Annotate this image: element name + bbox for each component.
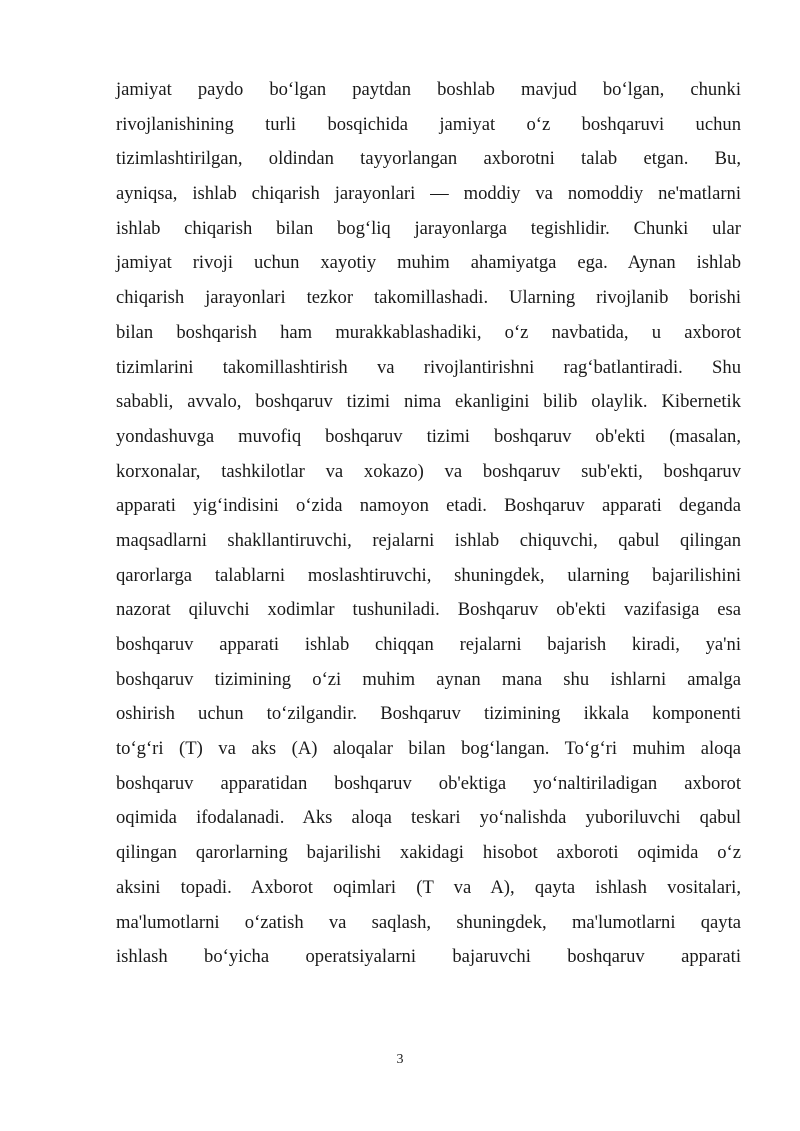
page-number: 3 <box>396 1052 404 1067</box>
text-line: ayniqsa, ishlab chiqarish jarayonlari — moddiy va nomoddiy ne'matlarni <box>116 183 741 205</box>
text-line: bilan boshqarish ham murakkablashadiki, o‘z navbatida, u axborot <box>116 321 741 343</box>
text-line: chiqarish jarayonlari tezkor takomillashadi. Ularning rivojlanib borishi <box>116 287 741 309</box>
text-line: qilingan qarorlarning bajarilishi xakidagi hisobot axboroti oqimida o‘z <box>116 842 741 864</box>
text-line: apparati yig‘indisini o‘zida namoyon etadi. Boshqaruv apparati deganda <box>116 495 741 517</box>
text-line: ishlash bo‘yicha operatsiyalarni bajaruvchi boshqaruv apparati <box>116 946 741 968</box>
text-line: ishlab chiqarish bilan bog‘liq jarayonlarga tegishlidir. Chunki ular <box>116 217 741 239</box>
text-line: maqsadlarni shakllantiruvchi, rejalarni ishlab chiquvchi, qabul qilingan <box>116 529 741 551</box>
text-line: to‘g‘ri (T) va aks (A) aloqalar bilan bog‘langan. To‘g‘ri muhim aloqa <box>116 738 741 760</box>
text-line: nazorat qiluvchi xodimlar tushuniladi. Boshqaruv ob'ekti vazifasiga esa <box>116 599 741 621</box>
text-line: aksini topadi. Axborot oqimlari (T va A), qayta ishlash vositalari, <box>116 876 741 898</box>
text-line: oshirish uchun to‘zilgandir. Boshqaruv tizimining ikkala komponenti <box>116 703 741 725</box>
text-line: oqimida ifodalanadi. Aks aloqa teskari yo‘nalishda yuboriluvchi qabul <box>116 807 741 829</box>
text-line: yondashuvga muvofiq boshqaruv tizimi boshqaruv ob'ekti (masalan, <box>116 425 741 447</box>
text-line: jamiyat paydo bo‘lgan paytdan boshlab mavjud bo‘lgan, chunki <box>116 79 741 100</box>
text-line: boshqaruv apparati ishlab chiqqan rejalarni bajarish kiradi, ya'ni <box>116 634 741 655</box>
text-line: jamiyat rivoji uchun xayotiy muhim ahamiyatga ega. Aynan ishlab <box>116 252 741 274</box>
text-line: boshqaruv tizimining o‘zi muhim aynan mana shu ishlarni amalga <box>116 668 741 690</box>
text-line: sababli, avvalo, boshqaruv tizimi nima ekanligini bilib olaylik. Kibernetik <box>116 391 741 413</box>
text-line: rivojlanishining turli bosqichida jamiyat o‘z boshqaruvi uchun <box>116 113 741 135</box>
text-line: qarorlarga talablarni moslashtiruvchi, shuningdek, ularning bajarilishini <box>116 564 741 586</box>
text-line: tizimlashtirilgan, oldindan tayyorlangan axborotni talab etgan. Bu, <box>116 148 741 170</box>
text-line: boshqaruv apparatidan boshqaruv ob'ektiga yo‘naltiriladigan axborot <box>116 772 741 794</box>
body-paragraph <box>116 73 741 975</box>
text-line: korxonalar, tashkilotlar va xokazo) va boshqaruv sub'ekti, boshqaruv <box>116 460 741 482</box>
text-line: ma'lumotlarni o‘zatish va saqlash, shuningdek, ma'lumotlarni qayta <box>116 911 741 933</box>
text-line: tizimlarini takomillashtirish va rivojlantirishni rag‘batlantiradi. Shu <box>116 356 741 378</box>
